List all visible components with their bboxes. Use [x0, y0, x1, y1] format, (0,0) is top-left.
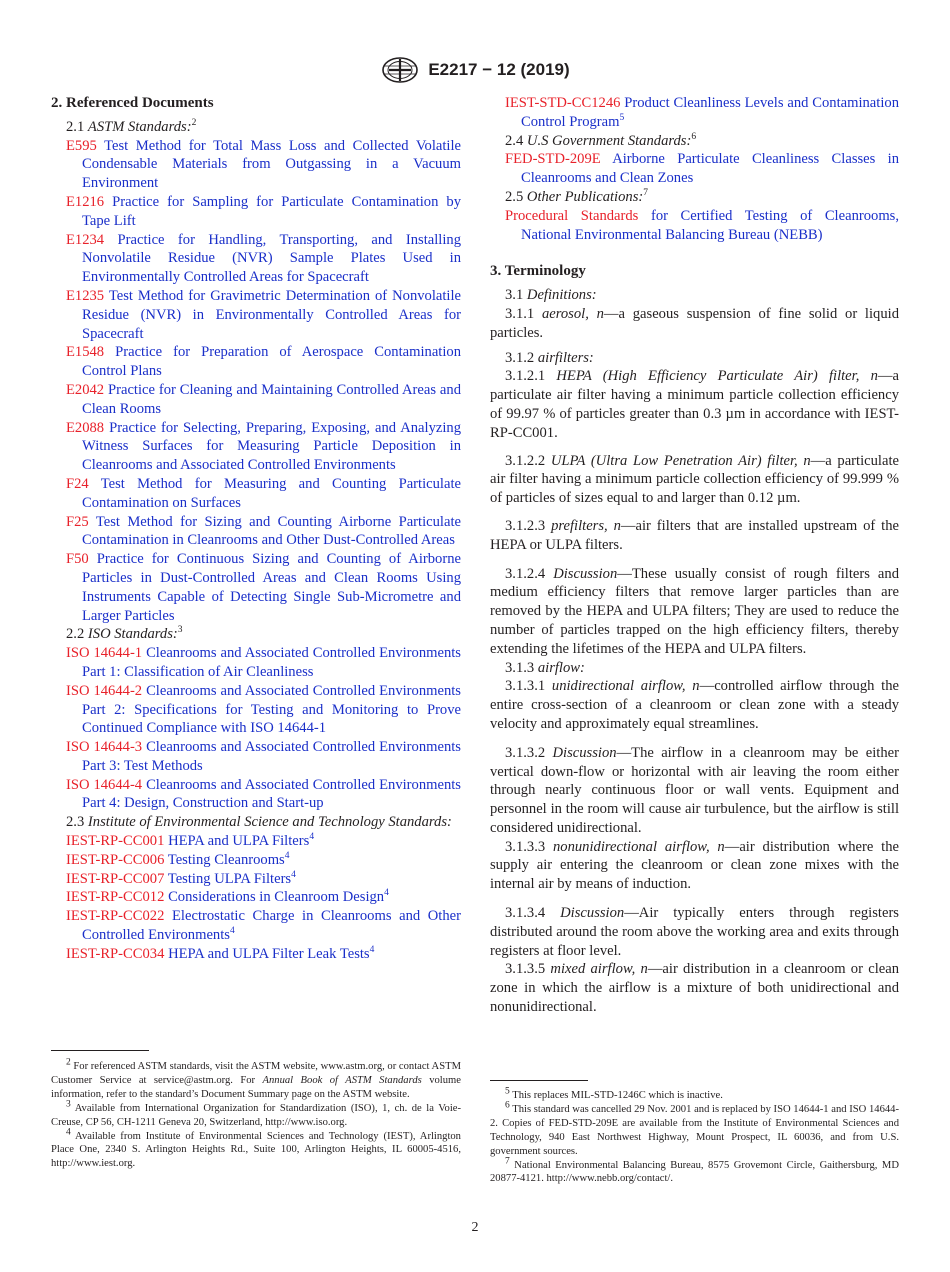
- reference-item[interactable]: FED-STD-209E Airborne Particulate Cleanliness Classes in Cleanrooms and Clean Zones: [505, 151, 900, 187]
- reference-title: Test Method for Measuring and Counting Particulate Contamination on Surfaces: [82, 475, 461, 511]
- reference-item[interactable]: [51, 907, 461, 945]
- term-3-1: 3.1 Definitions:: [505, 287, 597, 304]
- reference-code: IEST-RP-CC034: [66, 945, 165, 962]
- reference-title: Practice for Continuous Sizing and Counting of Airborne Particles in Dust-Controlled Areas and Clean Rooms Using Instruments Capable of Detecting Single Sub-Micrometre and Larger Particles: [82, 551, 461, 624]
- astm-logo-icon: [380, 56, 420, 84]
- term-3-1-2-3: 3.1.2.3 prefilters, n—air filters that are installed upstream of the HEPA or ULPA filters.: [490, 517, 899, 553]
- reference-code: F24: [66, 475, 89, 492]
- reference-title: HEPA and ULPA Filters$^4$: [168, 832, 315, 850]
- section-2-title: 2. Referenced Documents: [51, 95, 214, 111]
- reference-item[interactable]: [51, 475, 461, 513]
- reference-item[interactable]: [51, 550, 461, 625]
- reference-item[interactable]: [51, 776, 461, 814]
- reference-title: Testing Cleanrooms$^4$: [167, 851, 290, 868]
- reference-title: Practice for Cleaning and Maintaining Controlled Areas and Clean Rooms: [82, 381, 461, 417]
- reference-item[interactable]: [51, 193, 461, 231]
- term-3-1-3-3: 3.1.3.3 nonunidirectional airflow, n—air distribution where the supply air entering the cleanroom or clean zone mixes with the internal air by means of induction.: [490, 838, 899, 893]
- reference-title: Practice for Selecting, Preparing, Exposing, and Analyzing Witness Surfaces for Measuring Particle Deposition in Cleanrooms and Associated Controlled Environments: [82, 419, 461, 474]
- reference-code: E595: [66, 137, 97, 154]
- footnote: $^7$ National Environmental Balancing Bureau, 8575 Grovemont Circle, Gaithersburg, MD 20877-4121. http://www.nebb.org/contact/.: [490, 1156, 899, 1185]
- reference-item[interactable]: [51, 945, 461, 964]
- reference-item[interactable]: [51, 287, 461, 343]
- reference-item[interactable]: IEST-STD-CC1246 Product Cleanliness Levels and Contamination Control Program$^5$: [505, 95, 899, 130]
- reference-code: IEST-RP-CC001: [66, 833, 165, 850]
- standard-designation: E2217 − 12 (2019): [428, 60, 570, 79]
- reference-title: Test Method for Gravimetric Determination of Nonvolatile Residue (NVR) in Environmentally Controlled Areas for Spacecraft: [82, 287, 462, 342]
- footnote: $^3$ Available from International Organization for Standardization (ISO), 1, ch. de la Voie-Creuse, CP 56, CH-1211 Geneva 20, Switzerland, http://www.iso.org.: [51, 1099, 461, 1128]
- other-publications-heading: 2.5 Other Publications:$^7$: [505, 188, 648, 205]
- page-number: 2: [471, 1220, 479, 1235]
- iso-standards-heading: 2.2 ISO Standards:$^3$: [66, 625, 183, 643]
- reference-code: ISO 14644-1: [66, 645, 143, 662]
- reference-code: E1216: [66, 193, 105, 210]
- reference-code: E1548: [66, 344, 105, 361]
- reference-item[interactable]: [51, 851, 461, 870]
- reference-item[interactable]: [51, 137, 461, 193]
- reference-title: Cleanrooms and Associated Controlled Environments Part 2: Specifications for Testing and Monitoring to Prove Continued Compliance with ISO 14644-1: [82, 682, 461, 737]
- footnote-rule-left: [51, 1050, 149, 1051]
- reference-title: Cleanrooms and Associated Controlled Environments Part 4: Design, Construction and Start-up: [82, 776, 461, 812]
- reference-title: HEPA and ULPA Filter Leak Tests$^4$: [168, 945, 375, 962]
- reference-item[interactable]: [51, 513, 461, 551]
- usgov-standards-heading: 2.4 U.S Government Standards:$^6$: [505, 131, 697, 149]
- left-footnotes: [51, 1057, 461, 1171]
- section-3-title: 3. Terminology: [490, 263, 586, 280]
- reference-item[interactable]: [51, 682, 461, 738]
- footnote: $^4$ Available from Institute of Environmental Sciences and Technology (IEST), Arlington Place One, 2340 S. Arlington Heights Rd., Suite 100, Arlington Heights, IL 60005-4516, http://www.iest.org.: [51, 1127, 461, 1170]
- reference-item[interactable]: [51, 870, 461, 889]
- page-header: [0, 56, 950, 84]
- reference-title: Electrostatic Charge in Cleanrooms and Other Controlled Environments$^4$: [82, 908, 461, 944]
- reference-item[interactable]: [51, 644, 461, 682]
- reference-code: IEST-RP-CC012: [66, 889, 165, 906]
- iest-standards-heading: 2.3 Institute of Environmental Science and Technology Standards:: [66, 814, 452, 831]
- reference-code: F25: [66, 513, 89, 530]
- reference-code: E2042: [66, 381, 105, 398]
- reference-title: Practice for Handling, Transporting, and Installing Nonvolatile Residue (NVR) Sample Plates Used in Environmentally Controlled Areas for Spacecraft: [82, 231, 462, 286]
- reference-item[interactable]: [51, 888, 461, 907]
- footnote: $^6$ This standard was cancelled 29 Nov. 2001 and is replaced by ISO 14644-1 and ISO 14644-2. Copies of FED-STD-209E are available from the Institute of Environmental Sciences and Technology, 940 East Northwest Highway, Mount Prospect, IL 60036, and from U.S. government sources.: [490, 1100, 899, 1157]
- reference-code: IEST-RP-CC007: [66, 870, 165, 887]
- reference-code: IEST-RP-CC006: [66, 851, 165, 868]
- term-3-1-3-4: 3.1.3.4 Discussion—Air typically enters through registers distributed around the room above the working area and exits through registers at floor level.: [490, 905, 899, 959]
- term-3-1-3-5: 3.1.3.5 mixed airflow, n—air distribution in a cleanroom or clean zone in which the airflow is a mixture of both unidirectional and nonunidirectional.: [490, 961, 899, 1016]
- reference-item[interactable]: Procedural Standards for Certified Testing of Cleanrooms, National Environmental Balancing Bureau (NEBB): [505, 207, 899, 243]
- footnote: $^5$ This replaces MIL-STD-1246C which is inactive.: [505, 1086, 723, 1101]
- reference-code: F50: [66, 551, 89, 568]
- iso-reference-list: [51, 644, 461, 813]
- reference-title: Test Method for Sizing and Counting Airborne Particulate Contamination in Cleanrooms and Other Dust-Controlled Areas: [82, 513, 461, 549]
- term-3-1-2: 3.1.2 airfilters:: [505, 349, 594, 366]
- footnote: $^2$ For referenced ASTM standards, visit the ASTM website, www.astm.org, or contact ASTM Customer Service at service@astm.org. For Annual Book of ASTM Standards volume information, refer to the standard’s Document Summary page on the ASTM website.: [51, 1057, 461, 1100]
- reference-code: E1234: [66, 231, 105, 248]
- reference-item[interactable]: [51, 419, 461, 475]
- astm-standards-heading: 2.1 ASTM Standards:$^2$: [66, 117, 197, 135]
- reference-item[interactable]: [51, 343, 461, 381]
- term-3-1-3: 3.1.3 airflow:: [505, 659, 585, 676]
- term-3-1-3-2: 3.1.3.2 Discussion—The airflow in a cleanroom may be either vertical down-flow or horizontal with air leaving the room either through nearly continuous floor or wall vents. Equipment and personnel in the room will cause air turbulence, but the airflow is still considered unidirectional.: [490, 744, 899, 836]
- term-3-1-2-2: 3.1.2.2 ULPA (Ultra Low Penetration Air) filter, n—a particulate air filter having a minimum particle collection efficiency of 99.999 % of particles of sizes equal to and larger than 0.12 µm.: [490, 452, 899, 507]
- reference-code: E1235: [66, 287, 105, 304]
- reference-title: Cleanrooms and Associated Controlled Environments Part 1: Classification of Air Cleanliness: [82, 645, 461, 680]
- right-footnotes: [490, 1086, 899, 1186]
- reference-title: Cleanrooms and Associated Controlled Environments Part 3: Test Methods: [82, 739, 461, 774]
- reference-code: E2088: [66, 419, 105, 436]
- reference-title: Test Method for Total Mass Loss and Collected Volatile Condensable Materials from Outgassing in a Vacuum Environment: [82, 137, 461, 192]
- reference-item[interactable]: [51, 381, 461, 419]
- astm-reference-list: [51, 137, 461, 626]
- reference-code: IEST-RP-CC022: [66, 908, 165, 925]
- term-3-1-3-1: 3.1.3.1 unidirectional airflow, n—controlled airflow through the entire cross-section of a cleanroom or clean zone with a steady velocity and approximately equal streamlines.: [490, 678, 900, 732]
- term-3-1-1: 3.1.1 aerosol, n—a gaseous suspension of fine solid or liquid particles.: [490, 305, 899, 341]
- iest-reference-list: [51, 832, 461, 964]
- reference-title: Considerations in Cleanroom Design$^4$: [168, 888, 389, 906]
- reference-item[interactable]: [51, 832, 461, 851]
- reference-title: Practice for Preparation of Aerospace Contamination Control Plans: [82, 344, 461, 380]
- term-3-1-2-1: 3.1.2.1 HEPA (High Efficiency Particulate Air) filter, n—a particulate air filter having a minimum particle collection efficiency of 99.97 % of particles greater than 0.3 µm in accordance with IEST-RP-CC001.: [490, 368, 899, 441]
- reference-item[interactable]: [51, 231, 461, 287]
- reference-code: ISO 14644-2: [66, 682, 143, 699]
- footnote-rule-right: [490, 1080, 588, 1081]
- reference-title: Testing ULPA Filters$^4$: [167, 869, 296, 887]
- right-column: [490, 94, 899, 1017]
- left-column: [51, 94, 461, 964]
- reference-title: Practice for Sampling for Particulate Contamination by Tape Lift: [82, 193, 461, 229]
- reference-item[interactable]: [51, 738, 461, 776]
- reference-code: ISO 14644-3: [66, 739, 143, 756]
- reference-code: ISO 14644-4: [66, 776, 143, 793]
- term-3-1-2-4: 3.1.2.4 Discussion—These usually consist of rough filters and medium efficiency filters that remove larger particles than are removed by the HEPA and ULPA filters; They are used to reduce the number of particles trapped on the high efficiency filters, thereby extending the lifetimes of the HEPA and ULPA filters.: [490, 565, 900, 657]
